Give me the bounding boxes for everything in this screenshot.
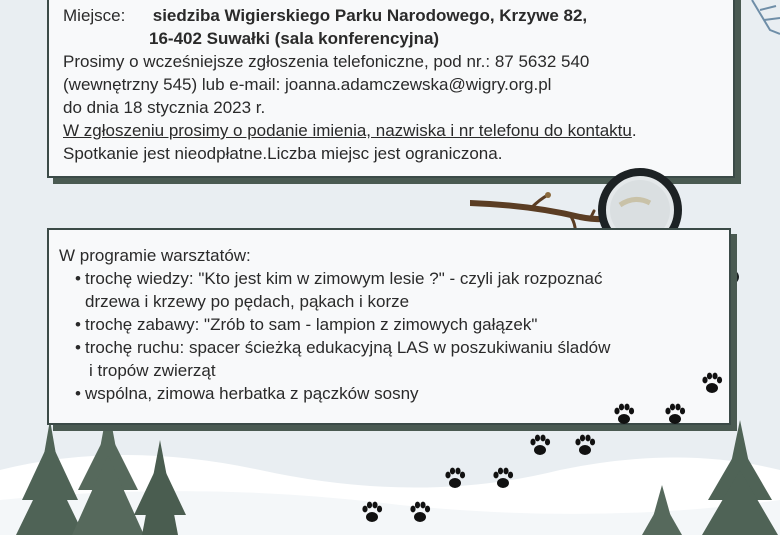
program-item-knowledge: • trochę wiedzy: "Kto jest kim w zimowym lesie ?" - czyli jak rozpoznać: [59, 267, 715, 290]
registration-requirements-period: .: [631, 121, 637, 140]
registration-note: Spotkanie jest nieodpłatne.Liczba miejsc jest ograniczona.: [63, 144, 503, 163]
workshop-program-card: [47, 228, 731, 425]
program-item-movement: • trochę ruchu: spacer ścieżką edukacyjną LAS w poszukiwaniu śladów: [59, 336, 715, 359]
program-item-movement-cont: i tropów zwierząt: [89, 361, 216, 380]
program-item-tea: • wspólna, zimowa herbatka z pączków sosny: [59, 382, 715, 405]
event-info-card: [47, 0, 735, 178]
registration-requirements-text: W zgłoszeniu prosimy o podanie imienia, nazwiska i nr telefonu do kontaktu: [63, 121, 632, 140]
program-list: [59, 267, 715, 405]
program-heading: W programie warsztatów:: [59, 246, 251, 265]
registration-deadline: do dnia 18 stycznia 2023 r.: [63, 98, 266, 117]
location-address-2: 16-402 Suwałki (sala konferencyjna): [149, 29, 440, 48]
registration-phone: Prosimy o wcześniejsze zgłoszenia telefoniczne, pod nr.: 87 5632 540: [63, 52, 590, 71]
location-address-1: siedziba Wigierskiego Parku Narodowego, Krzywe 82,: [152, 6, 588, 25]
location-label: Miejsce:: [63, 6, 126, 25]
registration-requirements: [63, 119, 719, 142]
program-item-knowledge-cont: drzewa i krzewy po pędach, pąkach i korze: [85, 292, 410, 311]
registration-email: (wewnętrzny 545) lub e-mail: joanna.adamczewska@wigry.org.pl: [63, 75, 552, 94]
location-line-1: [63, 4, 719, 27]
program-item-fun: • trochę zabawy: "Zrób to sam - lampion z zimowych gałązek": [59, 313, 715, 336]
